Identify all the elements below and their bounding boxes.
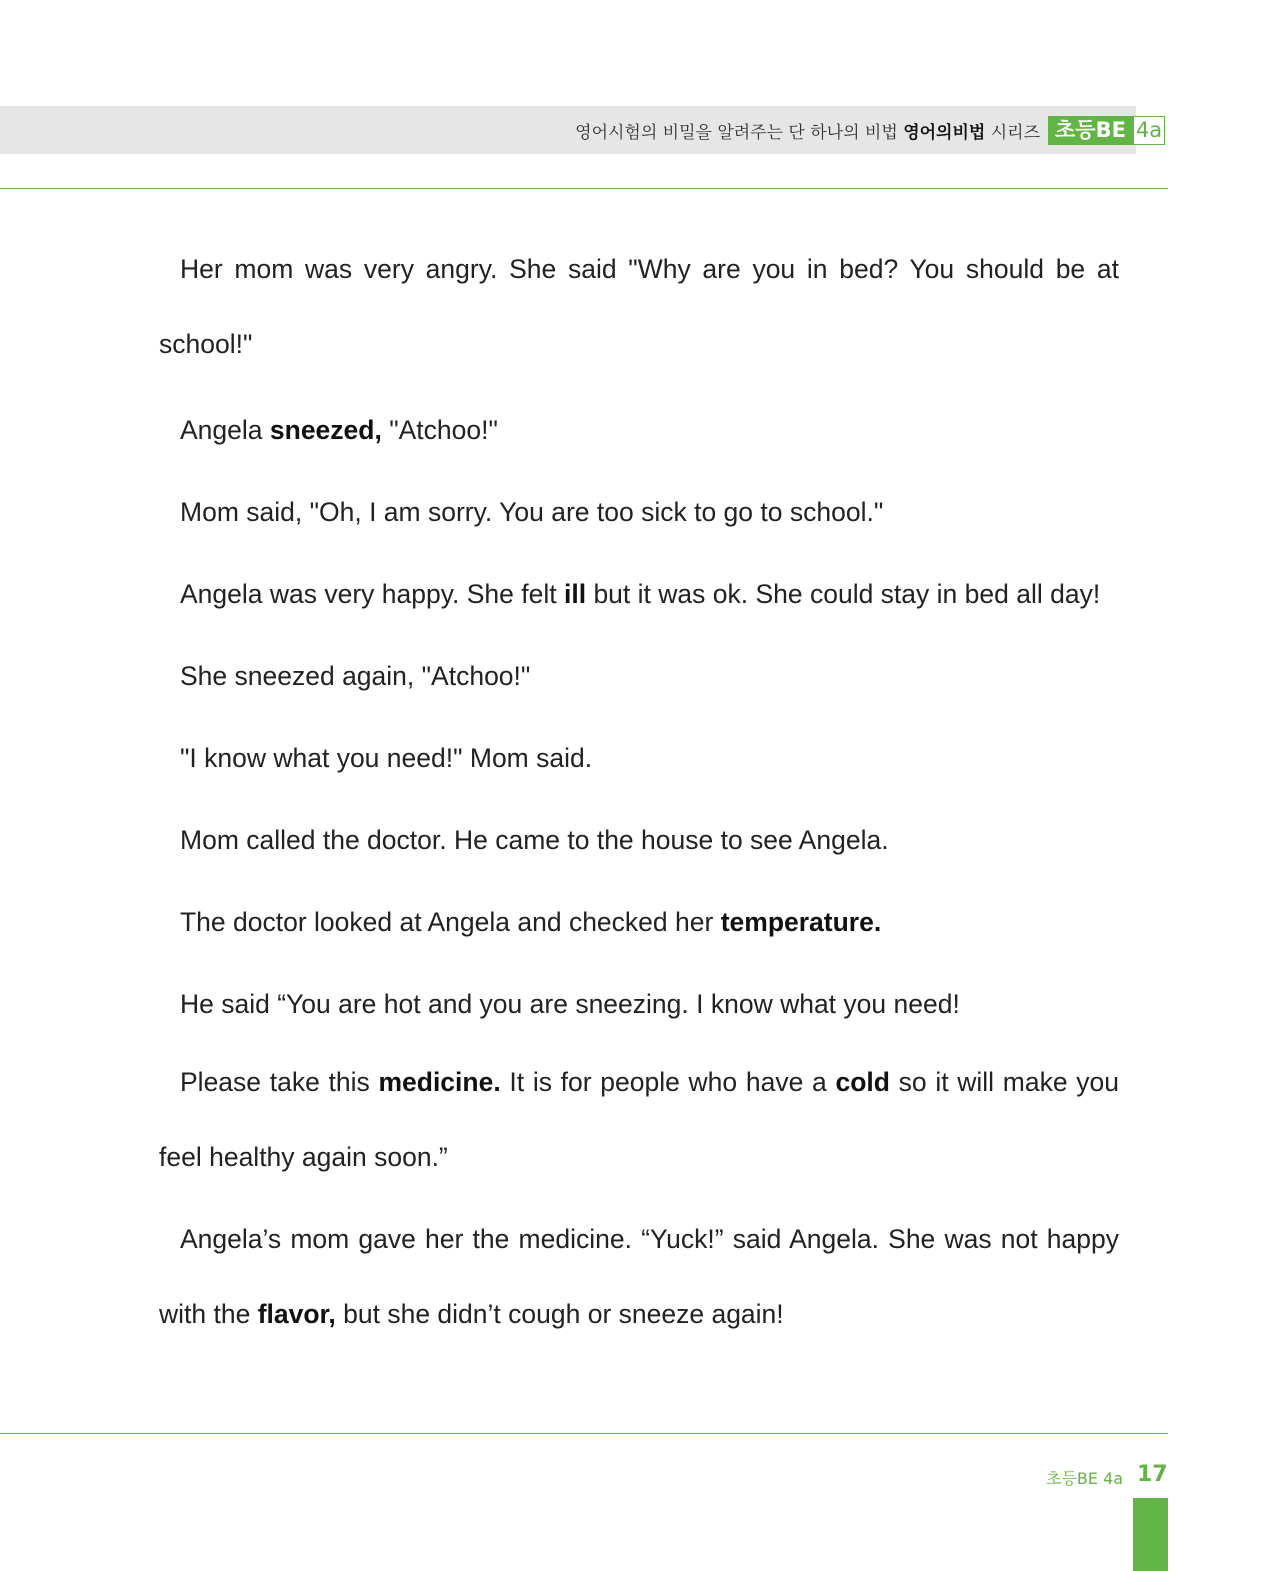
paragraph-9 [159, 963, 1119, 1045]
paragraph-10 [159, 1045, 1119, 1195]
series-suffix: 시리즈 [990, 123, 1040, 143]
paragraph-11 [159, 1202, 1119, 1352]
paragraph-4-text-a: Angela was very happy. She felt [180, 579, 564, 609]
level-badge-main: 초등BE [1048, 116, 1133, 145]
paragraph-7 [159, 799, 1119, 881]
paragraph-2 [159, 389, 1119, 471]
paragraph-11-text-a: Angela’s mom gave her the medicine. “Yuck!” said Angela. She was not happy with the [159, 1224, 1119, 1329]
vocab-temperature: temperature. [720, 907, 882, 937]
paragraph-1-text: Her mom was very angry. She said "Why are you in bed? You should be at school!" [159, 254, 1119, 359]
paragraph-10-text-a: Please take this [180, 1067, 379, 1097]
vocab-flavor: flavor, [257, 1299, 336, 1329]
paragraph-6 [159, 717, 1119, 799]
paragraph-10-text-c: so it will make you feel healthy again soon.” [159, 1067, 1119, 1172]
level-badge [1048, 116, 1165, 145]
paragraph-6-text: "I know what you need!" Mom said. [180, 743, 593, 773]
series-tagline: 영어시험의 비밀을 알려주는 단 하나의 비법 [575, 123, 898, 143]
paragraph-3-text: Mom said, "Oh, I am sorry. You are too sick to go to school." [180, 497, 884, 527]
paragraph-2-text-b: "Atchoo!" [381, 415, 498, 445]
top-divider [0, 188, 1168, 189]
series-title [575, 118, 1040, 143]
level-badge-sub: 4a [1133, 116, 1165, 145]
paragraph-3 [159, 471, 1119, 553]
paragraph-9-text: He said “You are hot and you are sneezing. I know what you need! [180, 989, 960, 1019]
vocab-cold: cold [835, 1067, 890, 1097]
page-edge-tab [1133, 1498, 1168, 1571]
page-number: 17 [1137, 1462, 1168, 1487]
vocab-medicine: medicine. [378, 1067, 501, 1097]
paragraph-8 [159, 881, 1119, 963]
paragraph-4 [159, 553, 1119, 635]
bottom-divider [0, 1433, 1168, 1434]
vocab-ill: ill [563, 579, 587, 609]
story-text [159, 232, 1119, 1359]
paragraph-4-text-b: but it was ok. She could stay in bed all day! [586, 579, 1101, 609]
vocab-sneezed: sneezed, [269, 415, 382, 445]
series-name: 영어의비법 [903, 123, 986, 143]
paragraph-1 [159, 232, 1119, 382]
paragraph-10-text-b: It is for people who have a [500, 1067, 836, 1097]
paragraph-5-text: She sneezed again, "Atchoo!" [180, 661, 531, 691]
paragraph-7-text: Mom called the doctor. He came to the house to see Angela. [180, 825, 889, 855]
paragraph-5 [159, 635, 1119, 717]
paragraph-8-text: The doctor looked at Angela and checked her [180, 907, 721, 937]
footer-book-label: 초등BE 4a [1046, 1469, 1124, 1488]
paragraph-2-text-a: Angela [180, 415, 270, 445]
paragraph-11-text-b: but she didn’t cough or sneeze again! [335, 1299, 784, 1329]
